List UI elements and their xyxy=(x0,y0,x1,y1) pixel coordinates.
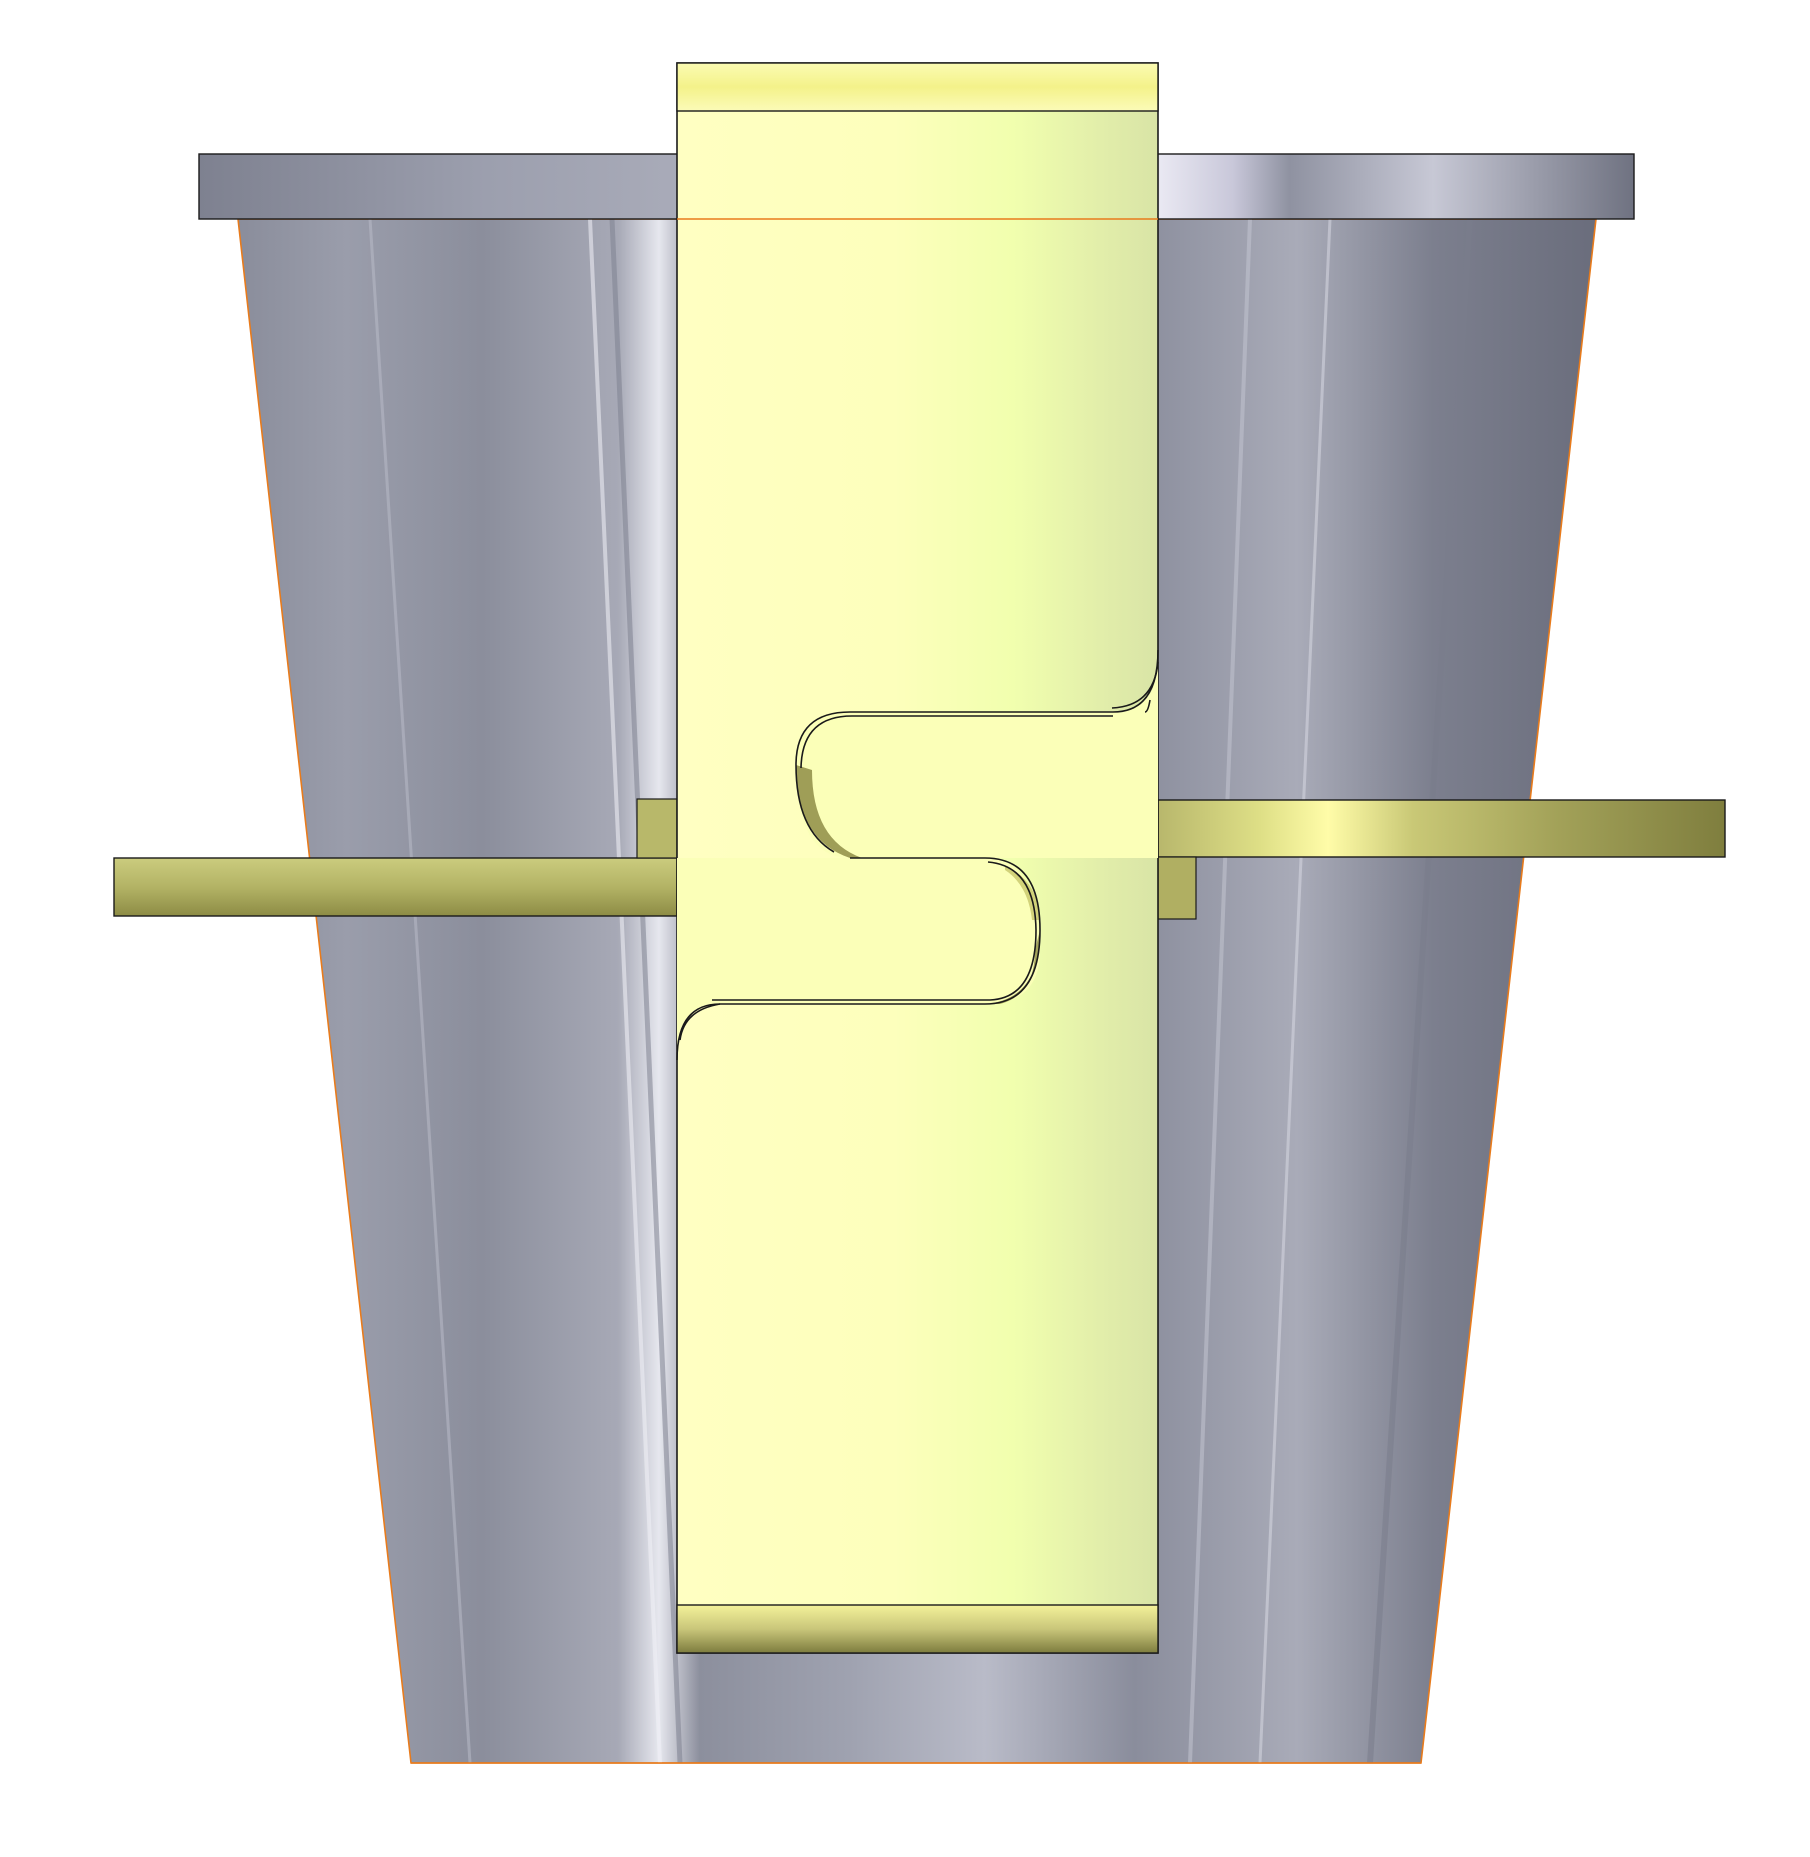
right-arm-step xyxy=(1158,857,1196,919)
right-arm-bar xyxy=(1158,800,1725,857)
block-bottom-chamfer xyxy=(677,1605,1158,1653)
left-arm-bar xyxy=(114,858,677,916)
block-top-chamfer xyxy=(677,63,1158,111)
left-arm-step xyxy=(637,799,677,858)
